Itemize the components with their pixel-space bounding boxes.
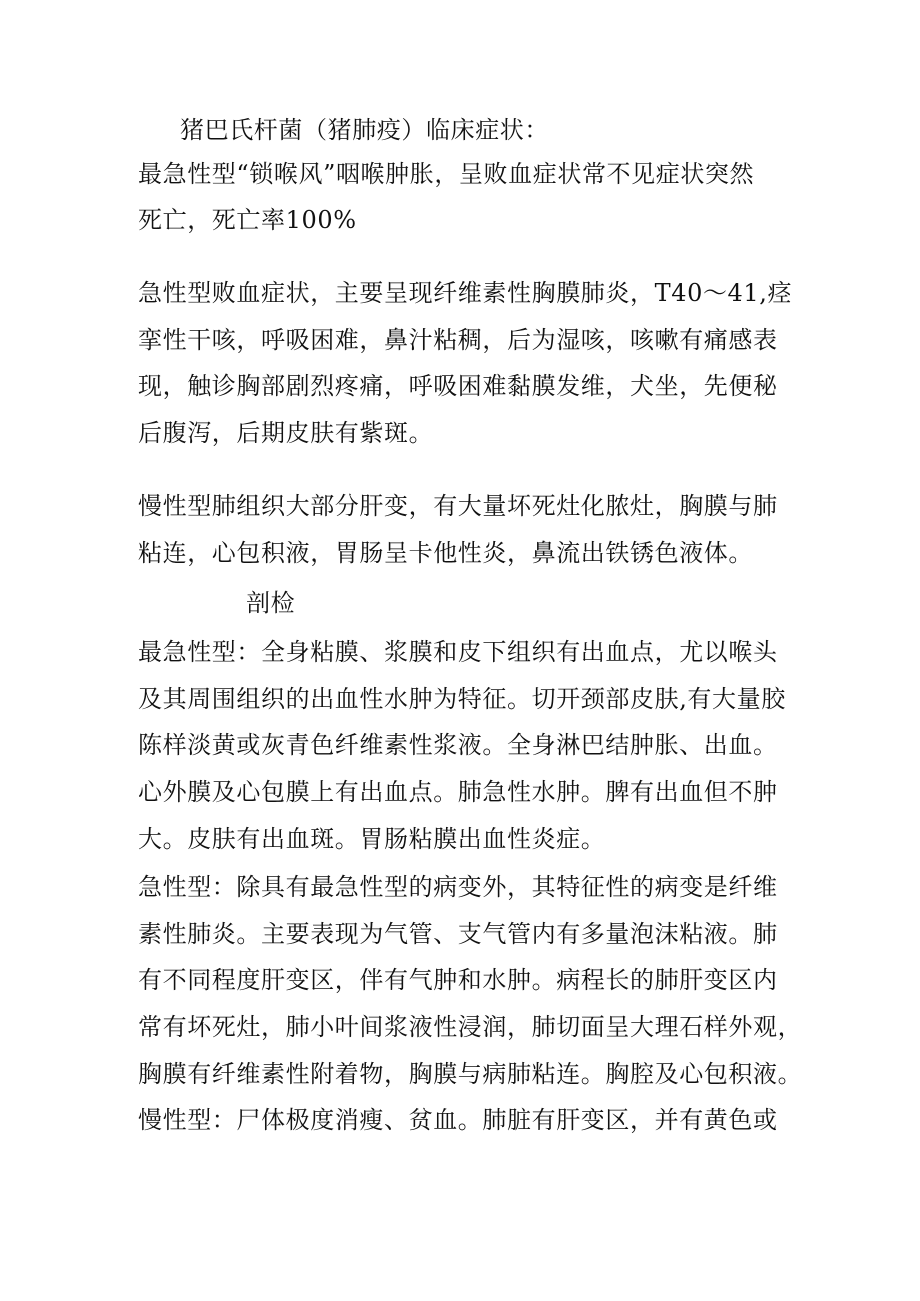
acute-line-3: 现，触诊胸部剧烈疼痛，呼吸困难黏膜发维，犬坐，先便秘	[138, 372, 778, 400]
necropsy-line-11: 慢性型：尸体极度消瘦、贫血。肺脏有肝变区，并有黄色或	[138, 1106, 778, 1134]
necropsy-line-4: 心外膜及心包膜上有出血点。肺急性水肿。脾有出血但不肿	[138, 778, 778, 806]
necropsy-line-3: 陈样淡黄或灰青色纤维素性浆液。全身淋巴结肿胀、出血。	[138, 731, 778, 759]
chronic-line-2: 粘连，心包积液，胃肠呈卡他性炎，鼻流出铁锈色液体。	[138, 539, 753, 567]
acute-line-2: 挛性干咳，呼吸困难，鼻汁粘稠，后为湿咳，咳嗽有痛感表	[138, 326, 778, 354]
necropsy-line-8: 有不同程度肝变区，伴有气肿和水肿。病程长的肺肝变区内	[138, 966, 778, 994]
necropsy-line-5: 大。皮肤有出血斑。胃肠粘膜出血性炎症。	[138, 825, 606, 853]
necropsy-heading: 剖检	[246, 589, 296, 617]
necropsy-line-6: 急性型：除具有最急性型的病变外，其特征性的病变是纤维	[138, 873, 778, 901]
acute-line-1: 急性型败血症状，主要呈现纤维素性胸膜肺炎，T40～41,痉	[138, 279, 793, 307]
peracute-line-1: 最急性型“锁喉风”咽喉肿胀，呈败血症状常不见症状突然	[138, 160, 755, 188]
document-title: 猪巴氏杆菌（猪肺疫）临床症状：	[180, 116, 549, 144]
peracute-line-2: 死亡，死亡率100%	[138, 206, 357, 234]
necropsy-line-1: 最急性型：全身粘膜、浆膜和皮下组织有出血点，尤以喉头	[138, 638, 778, 666]
acute-line-4: 后腹泻，后期皮肤有紫斑。	[138, 419, 434, 447]
necropsy-line-9: 常有坏死灶，肺小叶间浆液性浸润，肺切面呈大理石样外观，	[138, 1013, 803, 1041]
necropsy-line-2: 及其周围组织的出血性水肿为特征。切开颈部皮肤,有大量胶	[138, 685, 786, 713]
necropsy-line-7: 素性肺炎。主要表现为气管、支气管内有多量泡沫粘液。肺	[138, 920, 778, 948]
necropsy-line-10: 胸膜有纤维素性附着物，胸膜与病肺粘连。胸腔及心包积液。	[138, 1060, 803, 1088]
chronic-line-1: 慢性型肺组织大部分肝变，有大量坏死灶化脓灶，胸膜与肺	[138, 492, 778, 520]
